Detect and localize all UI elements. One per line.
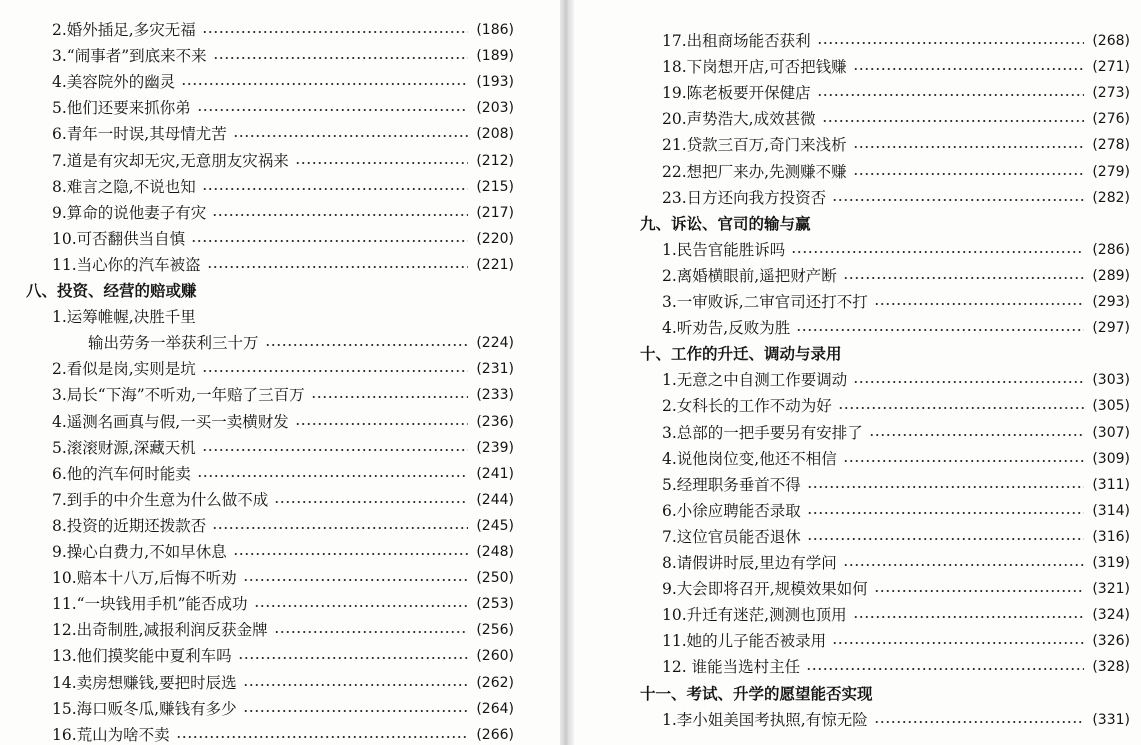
page-number: (245) <box>476 517 514 534</box>
entry-title: 21.贷款三百万,奇门来浅析 <box>662 136 847 155</box>
entry-title: 1.运筹帷幄,决胜千里 <box>52 308 196 327</box>
page-number: (309) <box>1092 450 1130 467</box>
dot-leader <box>243 670 469 696</box>
entry-title: 2.婚外插足,多灾无福 <box>52 21 196 39</box>
toc-entry <box>52 69 514 95</box>
page-number: (328) <box>1092 659 1130 676</box>
toc-entry <box>52 356 514 382</box>
toc-entry <box>52 304 202 330</box>
page-number: (212) <box>476 152 514 169</box>
dot-leader <box>807 524 1085 550</box>
toc-entry <box>662 237 1130 263</box>
toc-entry <box>662 185 1130 211</box>
page-number: (233) <box>476 387 514 404</box>
dot-leader <box>233 121 469 147</box>
dot-leader <box>207 252 469 278</box>
toc-entry <box>662 654 1130 680</box>
dot-leader <box>843 550 1085 576</box>
toc-entry <box>662 80 1130 106</box>
toc-entry <box>52 643 514 669</box>
entry-title: 12.出奇制胜,减报利润反获金牌 <box>52 621 268 640</box>
page-number: (326) <box>1092 633 1130 650</box>
toc-entry <box>52 226 514 252</box>
toc-entry <box>52 539 514 565</box>
entry-title: 3.“闹事者”到底来不来 <box>52 47 207 66</box>
toc-entry <box>662 28 1130 54</box>
entry-title: 7.道是有灾却无灾,无意朋友灾祸来 <box>52 151 289 170</box>
entry-title: 8.请假讲时辰,里边有学问 <box>662 554 837 572</box>
page-number: (293) <box>1092 294 1130 310</box>
dot-leader <box>197 95 469 121</box>
entry-title: 9.大会即将召开,规模效果如何 <box>662 580 868 599</box>
dot-leader <box>869 420 1085 446</box>
dot-leader <box>295 409 469 435</box>
dot-leader <box>843 263 1085 289</box>
dot-leader <box>874 289 1085 315</box>
page-number: (307) <box>1092 424 1130 441</box>
entry-title: 19.陈老板要开保健店 <box>662 84 811 103</box>
entry-title: 6.青年一时误,其母情尤苦 <box>52 125 227 144</box>
dot-leader <box>238 643 469 669</box>
toc-entry <box>52 17 514 43</box>
page-number: (241) <box>476 465 514 482</box>
toc-entry <box>52 148 514 174</box>
dot-leader <box>853 132 1085 158</box>
page-number: (248) <box>476 544 514 560</box>
dot-leader <box>853 159 1085 185</box>
entry-title: 8.难言之隐,不说也知 <box>52 177 196 196</box>
page-number: (271) <box>1092 59 1130 76</box>
dot-leader <box>233 539 469 565</box>
entry-title: 5.滚滚财源,深藏天机 <box>52 438 196 457</box>
page-number: (321) <box>1092 581 1130 598</box>
toc-entry <box>52 200 514 226</box>
entry-title: 11.“一块钱用手机”能否成功 <box>52 595 248 614</box>
entry-title: 3.局长“下海”不听劝,一年赔了三百万 <box>52 386 305 405</box>
dot-leader <box>817 28 1085 54</box>
page-number: (273) <box>1092 85 1130 102</box>
page-number: (239) <box>476 439 514 456</box>
toc-entry <box>662 472 1130 498</box>
toc-entry <box>52 617 514 643</box>
entry-title: 1.无意之中自测工作要调动 <box>662 371 848 390</box>
page-number: (217) <box>476 204 514 221</box>
entry-title: 2.看似是岗,实则是坑 <box>52 360 196 379</box>
dot-leader <box>791 237 1084 263</box>
entry-title: 6.小徐应聘能否录取 <box>662 501 801 520</box>
toc-entry <box>52 487 514 513</box>
dot-leader <box>874 707 1085 733</box>
entry-title: 6.他的汽车何时能卖 <box>52 464 191 483</box>
entry-title: 输出劳务一举获利三十万 <box>88 334 259 353</box>
dot-leader <box>806 654 1084 680</box>
toc-entry <box>662 524 1130 550</box>
page-number: (193) <box>476 74 514 91</box>
page-number: (208) <box>476 126 514 143</box>
dot-leader <box>197 461 469 487</box>
toc-entry <box>662 393 1130 419</box>
entry-title: 5.经理职务垂首不得 <box>662 475 801 494</box>
toc-entry <box>52 121 514 147</box>
toc-entry <box>662 550 1130 576</box>
toc-entry <box>662 602 1130 628</box>
page-number: (278) <box>1092 137 1130 154</box>
page-number: (286) <box>1092 241 1130 258</box>
toc-entry <box>52 670 514 696</box>
dot-leader <box>295 148 469 174</box>
dot-leader <box>243 696 469 722</box>
toc-entry <box>662 54 1130 80</box>
toc-entry <box>662 420 1130 446</box>
page-number: (331) <box>1092 711 1130 728</box>
page-number: (314) <box>1092 502 1130 519</box>
page-number: (244) <box>476 491 514 508</box>
page-number: (215) <box>476 178 514 195</box>
dot-leader <box>817 80 1085 106</box>
entry-title: 2.女科长的工作不动为好 <box>662 397 832 416</box>
toc-entry <box>52 513 514 539</box>
dot-leader <box>838 393 1085 419</box>
entry-title: 4.听劝告,反败为胜 <box>662 319 791 338</box>
dot-leader <box>832 628 1084 654</box>
page-number: (324) <box>1092 607 1130 624</box>
page-number: (282) <box>1092 189 1130 206</box>
page-number: (189) <box>476 48 514 65</box>
entry-title: 3.总部的一把手要另有安排了 <box>662 423 863 442</box>
toc-entry <box>662 446 1130 472</box>
page-number: (268) <box>1092 33 1130 49</box>
dot-leader <box>311 382 469 408</box>
dot-leader <box>822 106 1085 132</box>
entry-title: 12. 谁能当选村主任 <box>662 658 801 677</box>
entry-title: 9.操心白费力,不如早休息 <box>52 543 227 561</box>
entry-title: 10.可否翻供当自慎 <box>52 229 186 248</box>
dot-leader <box>202 435 469 461</box>
section-heading: 九、诉讼、官司的输与赢 <box>640 214 811 233</box>
dot-leader <box>843 446 1085 472</box>
dot-leader <box>202 356 469 382</box>
toc-entry <box>52 174 514 200</box>
section-heading: 十一、考试、升学的愿望能否实现 <box>640 684 873 703</box>
page-number: (311) <box>1092 476 1130 493</box>
toc-entry <box>52 95 514 121</box>
dot-leader <box>254 591 469 617</box>
toc-entry <box>52 591 514 617</box>
book-gutter <box>560 0 574 745</box>
entry-title: 13.他们摸奖能中夏利车吗 <box>52 647 232 666</box>
page-number: (221) <box>476 256 514 273</box>
toc-entry <box>662 707 1130 733</box>
dot-leader <box>274 487 468 513</box>
toc-entry <box>662 106 1130 132</box>
entry-title: 15.海口贩冬瓜,赚钱有多少 <box>52 699 237 718</box>
dot-leader <box>265 330 469 356</box>
toc-entry <box>662 498 1130 524</box>
page-number: (224) <box>476 335 514 352</box>
page-number: (253) <box>476 596 514 613</box>
page-number: (297) <box>1092 320 1130 337</box>
toc-entry <box>662 628 1130 654</box>
page-number: (231) <box>476 361 514 378</box>
entry-title: 8.投资的近期还拨款否 <box>52 516 207 535</box>
entry-title: 1.李小姐美国考执照,有惊无险 <box>662 710 868 729</box>
page-number: (264) <box>476 700 514 717</box>
toc-entry <box>662 576 1130 602</box>
entry-title: 10.赔本十八万,后悔不听劝 <box>52 569 237 588</box>
entry-title: 3.一审败诉,二审官司还打不打 <box>662 293 868 311</box>
page-number: (203) <box>476 100 514 117</box>
toc-entry <box>662 315 1130 341</box>
entry-title: 18.下岗想开店,可否把钱赚 <box>662 58 847 77</box>
page-number: (303) <box>1092 372 1130 389</box>
page-number: (260) <box>476 648 514 665</box>
entry-title: 7.到手的中介生意为什么做不成 <box>52 490 269 509</box>
toc-entry <box>52 435 514 461</box>
entry-title: 11.当心你的汽车被盗 <box>52 255 201 274</box>
dot-leader <box>191 226 468 252</box>
dot-leader <box>796 315 1084 341</box>
entry-title: 17.出租商场能否获利 <box>662 32 811 50</box>
dot-leader <box>874 576 1085 602</box>
page-number: (266) <box>476 726 514 743</box>
toc-entry <box>52 252 514 278</box>
entry-title: 9.算命的说他妻子有灾 <box>52 203 207 222</box>
toc-entry <box>52 409 514 435</box>
section-heading: 十、工作的升迁、调动与录用 <box>640 345 842 364</box>
toc-entry <box>52 722 514 745</box>
right-page <box>574 0 1141 745</box>
toc-entry <box>662 132 1130 158</box>
entry-title: 4.说他岗位变,他还不相信 <box>662 449 837 468</box>
dot-leader <box>202 174 469 200</box>
dot-leader <box>853 54 1085 80</box>
dot-leader <box>202 17 469 43</box>
page-number: (279) <box>1092 163 1130 180</box>
toc-entry <box>52 461 514 487</box>
entry-title: 1.民告官能胜诉吗 <box>662 240 786 259</box>
entry-title: 2.离婚横眼前,遥把财产断 <box>662 266 837 285</box>
entry-title: 22.想把厂来办,先测赚不赚 <box>662 162 847 181</box>
dot-leader <box>212 513 468 539</box>
dot-leader <box>176 722 469 745</box>
entry-title: 10.升迁有迷茫,测测也顶用 <box>662 606 847 625</box>
dot-leader <box>181 69 468 95</box>
entry-title: 23.日方还向我方投资否 <box>662 188 827 207</box>
page-number: (276) <box>1092 111 1130 128</box>
entry-title: 4.美容院外的幽灵 <box>52 73 176 92</box>
toc-entry <box>52 696 514 722</box>
page-number: (262) <box>476 674 514 691</box>
page-number: (256) <box>476 622 514 639</box>
entry-title: 5.他们还要来抓你弟 <box>52 99 191 118</box>
toc-entry <box>52 565 514 591</box>
toc-entry <box>662 289 1130 315</box>
dot-leader <box>212 200 468 226</box>
dot-leader <box>243 565 469 591</box>
entry-title: 14.卖房想赚钱,要把时辰选 <box>52 673 237 692</box>
page-number: (250) <box>476 570 514 587</box>
toc-entry <box>662 263 1130 289</box>
dot-leader <box>853 602 1085 628</box>
dot-leader <box>832 185 1084 211</box>
dot-leader <box>213 43 469 69</box>
section-heading: 八、投资、经营的赔或赚 <box>26 282 197 300</box>
entry-title: 7.这位官员能否退休 <box>662 527 801 546</box>
toc-entry <box>662 367 1130 393</box>
toc-entry <box>52 43 514 69</box>
page-number: (186) <box>476 22 514 38</box>
page-number: (220) <box>476 230 514 247</box>
page-number: (305) <box>1092 398 1130 415</box>
page-number: (236) <box>476 413 514 430</box>
dot-leader <box>853 367 1084 393</box>
toc-entry <box>88 330 514 356</box>
entry-title: 20.声势浩大,成效甚微 <box>662 110 816 129</box>
dot-leader <box>807 498 1085 524</box>
left-page <box>0 0 560 745</box>
page-number: (319) <box>1092 555 1130 571</box>
entry-title: 11.她的儿子能否被录用 <box>662 632 827 651</box>
toc-entry <box>662 159 1130 185</box>
dot-leader <box>274 617 469 643</box>
entry-title: 4.遥测名画真与假,一买一卖横财发 <box>52 412 289 431</box>
toc-entry <box>52 382 514 408</box>
page-number: (289) <box>1092 267 1130 284</box>
dot-leader <box>807 472 1085 498</box>
page-number: (316) <box>1092 528 1130 545</box>
entry-title: 16.荒山为啥不卖 <box>52 725 170 744</box>
